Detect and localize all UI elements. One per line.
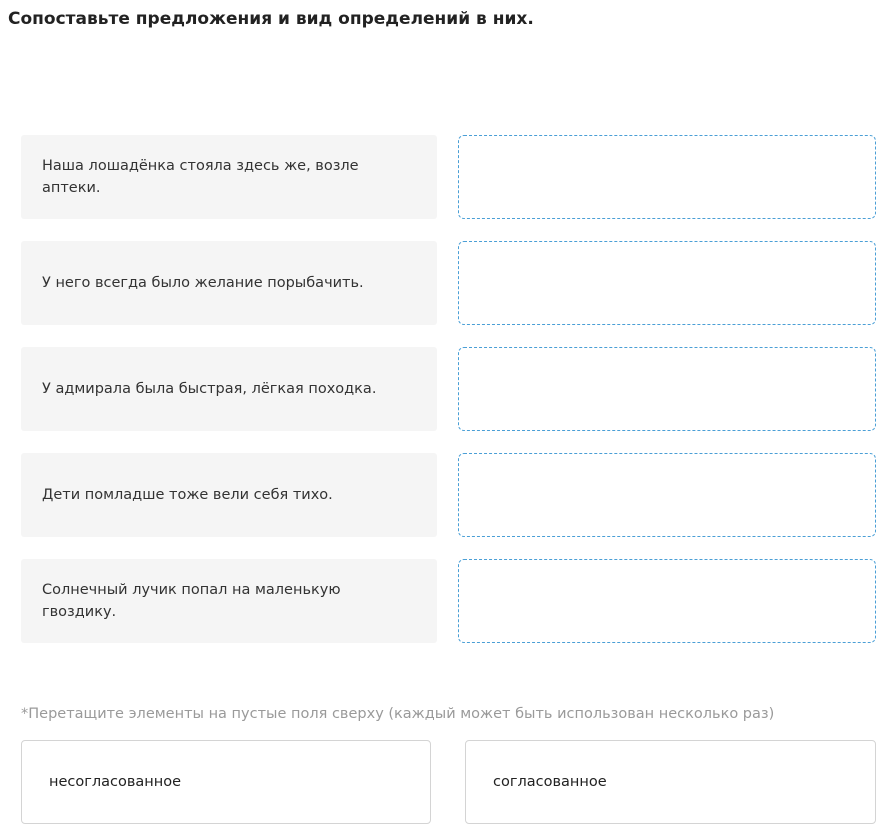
drop-zone-3[interactable]	[458, 347, 876, 431]
sentence-card	[21, 453, 437, 537]
sentence-text: Солнечный лучик попал на маленькую гвоздику.	[42, 582, 341, 620]
sentence-text: Дети помладше тоже вели себя тихо.	[42, 487, 333, 503]
drop-zone-5[interactable]	[458, 559, 876, 643]
match-rows	[21, 135, 876, 665]
option-label: несогласованное	[49, 774, 182, 790]
sentence-card	[21, 559, 437, 643]
sentence-card	[21, 347, 437, 431]
match-row	[21, 241, 876, 325]
drop-zone-4[interactable]	[458, 453, 876, 537]
draggable-option-agreed[interactable]	[465, 740, 876, 824]
sentence-text: Наша лошадёнка стояла здесь же, возле аптеки.	[42, 158, 359, 196]
option-label: согласованное	[493, 774, 607, 790]
drag-hint: *Перетащите элементы на пустые поля сверху (каждый может быть использован несколько раз)	[21, 706, 775, 722]
match-row	[21, 347, 876, 431]
task-title: Сопоставьте предложения и вид определений в них.	[8, 9, 534, 29]
match-row	[21, 453, 876, 537]
drop-zone-1[interactable]	[458, 135, 876, 219]
match-row	[21, 559, 876, 643]
draggable-option-unagreed[interactable]	[21, 740, 431, 824]
sentence-text: У него всегда было желание порыбачить.	[42, 275, 364, 291]
match-row	[21, 135, 876, 219]
sentence-card	[21, 135, 437, 219]
drop-zone-2[interactable]	[458, 241, 876, 325]
sentence-card	[21, 241, 437, 325]
sentence-text: У адмирала была быстрая, лёгкая походка.	[42, 381, 377, 397]
